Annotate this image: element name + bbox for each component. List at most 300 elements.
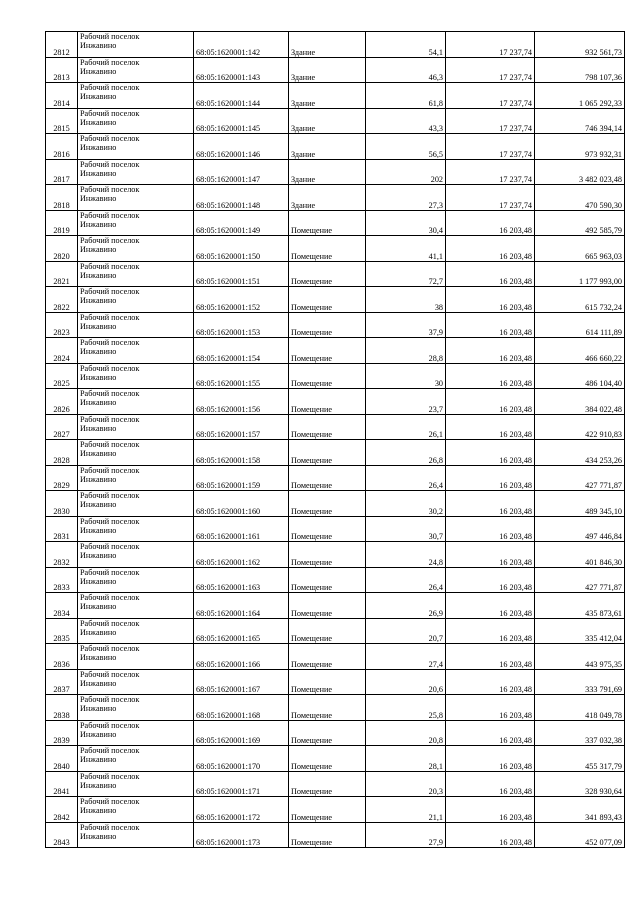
row-number-cell: 2817 — [46, 159, 78, 185]
row-number-cell: 2837 — [46, 669, 78, 695]
area-cell: 24,8 — [366, 542, 446, 568]
cadastral-number-cell: 68:05:1620001:162 — [194, 542, 289, 568]
row-number-cell: 2820 — [46, 236, 78, 262]
address-locality-type: Рабочий поселок — [80, 440, 140, 449]
address-locality-name: Инжавино — [80, 194, 117, 203]
row-number-cell: 2842 — [46, 797, 78, 823]
object-type-cell: Здание — [289, 159, 366, 185]
address-cell — [78, 57, 194, 83]
address-locality-type: Рабочий поселок — [80, 746, 140, 755]
object-type-cell: Здание — [289, 185, 366, 211]
row-number-cell: 2830 — [46, 491, 78, 517]
cadastral-number-cell: 68:05:1620001:168 — [194, 695, 289, 721]
area-cell: 30,7 — [366, 516, 446, 542]
row-number-cell: 2814 — [46, 83, 78, 109]
address-locality-type: Рабочий поселок — [80, 644, 140, 653]
address-locality-type: Рабочий поселок — [80, 797, 140, 806]
address-cell — [78, 159, 194, 185]
specific-value-cell: 16 203,48 — [446, 465, 535, 491]
address-cell — [78, 414, 194, 440]
address-locality-type: Рабочий поселок — [80, 236, 140, 245]
address-locality-type: Рабочий поселок — [80, 491, 140, 500]
address-cell — [78, 134, 194, 160]
address-cell — [78, 338, 194, 364]
cadastral-value-cell: 3 482 023,48 — [535, 159, 625, 185]
object-type-cell: Помещение — [289, 771, 366, 797]
table-row — [46, 695, 625, 721]
row-number-cell: 2825 — [46, 363, 78, 389]
address-cell — [78, 32, 194, 58]
address-locality-type: Рабочий поселок — [80, 338, 140, 347]
cadastral-number-cell: 68:05:1620001:151 — [194, 261, 289, 287]
specific-value-cell: 17 237,74 — [446, 134, 535, 160]
cadastral-value-cell: 746 394,14 — [535, 108, 625, 134]
table-row — [46, 159, 625, 185]
table-row — [46, 720, 625, 746]
table-row — [46, 465, 625, 491]
address-locality-name: Инжавино — [80, 423, 117, 433]
object-type-cell: Помещение — [289, 593, 366, 619]
object-type-cell: Помещение — [289, 414, 366, 440]
specific-value-cell: 16 203,48 — [446, 720, 535, 746]
address-cell — [78, 185, 194, 211]
address-locality-name: Инжавино — [80, 270, 117, 280]
address-cell — [78, 389, 194, 415]
area-cell: 20,7 — [366, 618, 446, 644]
object-type-cell: Помещение — [289, 261, 366, 287]
object-type-cell: Помещение — [289, 389, 366, 415]
cadastral-number-cell: 68:05:1620001:158 — [194, 440, 289, 466]
cadastral-value-cell: 333 791,69 — [535, 669, 625, 695]
specific-value-cell: 17 237,74 — [446, 159, 535, 185]
specific-value-cell: 16 203,48 — [446, 593, 535, 619]
row-number-cell: 2831 — [46, 516, 78, 542]
address-cell — [78, 618, 194, 644]
area-cell: 30,2 — [366, 491, 446, 517]
address-locality-type: Рабочий поселок — [80, 108, 140, 118]
object-type-cell: Здание — [289, 134, 366, 160]
specific-value-cell: 16 203,48 — [446, 797, 535, 823]
cadastral-value-cell: 1 177 993,00 — [535, 261, 625, 287]
cadastral-number-cell: 68:05:1620001:152 — [194, 287, 289, 313]
row-number-cell: 2819 — [46, 210, 78, 236]
cadastral-value-cell: 341 893,43 — [535, 797, 625, 823]
address-cell — [78, 312, 194, 338]
address-locality-name: Инжавино — [80, 168, 117, 178]
address-locality-name: Инжавино — [80, 602, 117, 611]
specific-value-cell: 16 203,48 — [446, 491, 535, 517]
table-row — [46, 746, 625, 772]
address-locality-type: Рабочий поселок — [80, 822, 140, 832]
row-number-cell: 2816 — [46, 134, 78, 160]
row-number-cell: 2835 — [46, 618, 78, 644]
row-number-cell: 2832 — [46, 542, 78, 568]
address-cell — [78, 261, 194, 287]
table-row — [46, 210, 625, 236]
address-locality-type: Рабочий поселок — [80, 593, 140, 602]
area-cell: 30,4 — [366, 210, 446, 236]
specific-value-cell: 16 203,48 — [446, 644, 535, 670]
specific-value-cell: 16 203,48 — [446, 618, 535, 644]
address-locality-name: Инжавино — [80, 372, 117, 382]
specific-value-cell: 16 203,48 — [446, 440, 535, 466]
cadastral-value-cell: 932 561,73 — [535, 32, 625, 58]
cadastral-value-cell: 435 873,61 — [535, 593, 625, 619]
address-locality-type: Рабочий поселок — [80, 363, 140, 373]
address-locality-name: Инжавино — [80, 219, 117, 229]
cadastral-number-cell: 68:05:1620001:169 — [194, 720, 289, 746]
cadastral-number-cell: 68:05:1620001:148 — [194, 185, 289, 211]
object-type-cell: Помещение — [289, 312, 366, 338]
cadastral-value-cell: 401 846,30 — [535, 542, 625, 568]
cadastral-number-cell: 68:05:1620001:166 — [194, 644, 289, 670]
area-cell: 26,4 — [366, 465, 446, 491]
table-row — [46, 797, 625, 823]
object-type-cell: Помещение — [289, 797, 366, 823]
row-number-cell: 2828 — [46, 440, 78, 466]
address-locality-name: Инжавино — [80, 653, 117, 662]
row-number-cell: 2818 — [46, 185, 78, 211]
area-cell: 202 — [366, 159, 446, 185]
cadastral-value-cell: 384 022,48 — [535, 389, 625, 415]
address-cell — [78, 491, 194, 517]
cadastral-number-cell: 68:05:1620001:155 — [194, 363, 289, 389]
address-locality-name: Инжавино — [80, 729, 117, 739]
address-locality-type: Рабочий поселок — [80, 618, 140, 628]
cadastral-number-cell: 68:05:1620001:150 — [194, 236, 289, 262]
cadastral-value-cell: 665 963,03 — [535, 236, 625, 262]
cadastral-number-cell: 68:05:1620001:167 — [194, 669, 289, 695]
address-locality-name: Инжавино — [80, 755, 117, 764]
cadastral-number-cell: 68:05:1620001:142 — [194, 32, 289, 58]
object-type-cell: Помещение — [289, 567, 366, 593]
row-number-cell: 2834 — [46, 593, 78, 619]
table-row — [46, 516, 625, 542]
cadastral-number-cell: 68:05:1620001:164 — [194, 593, 289, 619]
specific-value-cell: 17 237,74 — [446, 32, 535, 58]
area-cell: 26,4 — [366, 567, 446, 593]
cadastral-number-cell: 68:05:1620001:163 — [194, 567, 289, 593]
object-type-cell: Помещение — [289, 465, 366, 491]
cadastral-value-cell: 328 930,64 — [535, 771, 625, 797]
object-type-cell: Помещение — [289, 516, 366, 542]
area-cell: 61,8 — [366, 83, 446, 109]
table-row — [46, 236, 625, 262]
object-type-cell: Помещение — [289, 338, 366, 364]
address-locality-name: Инжавино — [80, 474, 117, 484]
specific-value-cell: 16 203,48 — [446, 567, 535, 593]
specific-value-cell: 16 203,48 — [446, 287, 535, 313]
cadastral-value-cell: 497 446,84 — [535, 516, 625, 542]
area-cell: 26,1 — [366, 414, 446, 440]
table-row — [46, 185, 625, 211]
address-locality-name: Инжавино — [80, 500, 117, 509]
cadastral-value-cell: 422 910,83 — [535, 414, 625, 440]
specific-value-cell: 16 203,48 — [446, 746, 535, 772]
address-locality-type: Рабочий поселок — [80, 414, 140, 424]
address-locality-type: Рабочий поселок — [80, 134, 140, 143]
address-locality-name: Инжавино — [80, 143, 117, 152]
area-cell: 56,5 — [366, 134, 446, 160]
address-locality-type: Рабочий поселок — [80, 210, 140, 220]
cadastral-number-cell: 68:05:1620001:165 — [194, 618, 289, 644]
table-row — [46, 338, 625, 364]
object-type-cell: Помещение — [289, 287, 366, 313]
row-number-cell: 2839 — [46, 720, 78, 746]
address-cell — [78, 797, 194, 823]
row-number-cell: 2833 — [46, 567, 78, 593]
address-locality-type: Рабочий поселок — [80, 159, 140, 169]
address-cell — [78, 567, 194, 593]
specific-value-cell: 17 237,74 — [446, 83, 535, 109]
row-number-cell: 2840 — [46, 746, 78, 772]
cadastral-value-cell: 427 771,87 — [535, 465, 625, 491]
area-cell: 23,7 — [366, 389, 446, 415]
cadastral-number-cell: 68:05:1620001:172 — [194, 797, 289, 823]
address-cell — [78, 440, 194, 466]
row-number-cell: 2841 — [46, 771, 78, 797]
table-row — [46, 312, 625, 338]
address-cell — [78, 669, 194, 695]
table-row — [46, 414, 625, 440]
area-cell: 30 — [366, 363, 446, 389]
address-locality-type: Рабочий поселок — [80, 261, 140, 271]
specific-value-cell: 16 203,48 — [446, 210, 535, 236]
address-cell — [78, 593, 194, 619]
address-locality-name: Инжавино — [80, 678, 117, 688]
area-cell: 20,3 — [366, 771, 446, 797]
address-cell — [78, 465, 194, 491]
address-cell — [78, 771, 194, 797]
address-locality-type: Рабочий поселок — [80, 465, 140, 475]
specific-value-cell: 16 203,48 — [446, 312, 535, 338]
table-row — [46, 669, 625, 695]
address-cell — [78, 695, 194, 721]
object-type-cell: Помещение — [289, 644, 366, 670]
address-locality-type: Рабочий поселок — [80, 312, 140, 322]
specific-value-cell: 16 203,48 — [446, 771, 535, 797]
specific-value-cell: 16 203,48 — [446, 261, 535, 287]
cadastral-value-cell: 418 049,78 — [535, 695, 625, 721]
area-cell: 54,1 — [366, 32, 446, 58]
table-row — [46, 542, 625, 568]
specific-value-cell: 16 203,48 — [446, 363, 535, 389]
address-cell — [78, 720, 194, 746]
specific-value-cell: 17 237,74 — [446, 185, 535, 211]
address-cell — [78, 746, 194, 772]
object-type-cell: Помещение — [289, 236, 366, 262]
address-locality-type: Рабочий поселок — [80, 567, 140, 577]
cadastral-value-cell: 452 077,09 — [535, 822, 625, 848]
address-locality-name: Инжавино — [80, 806, 117, 815]
address-locality-type: Рабочий поселок — [80, 32, 140, 41]
address-locality-type: Рабочий поселок — [80, 389, 140, 398]
address-cell — [78, 542, 194, 568]
specific-value-cell: 16 203,48 — [446, 695, 535, 721]
row-number-cell: 2815 — [46, 108, 78, 134]
address-locality-name: Инжавино — [80, 449, 117, 458]
row-number-cell: 2813 — [46, 57, 78, 83]
table-body — [46, 32, 625, 848]
address-cell — [78, 108, 194, 134]
address-cell — [78, 210, 194, 236]
cadastral-value-cell: 489 345,10 — [535, 491, 625, 517]
address-locality-name: Инжавино — [80, 627, 117, 637]
cadastral-value-table — [45, 31, 625, 848]
area-cell: 28,1 — [366, 746, 446, 772]
specific-value-cell: 16 203,48 — [446, 542, 535, 568]
object-type-cell: Помещение — [289, 618, 366, 644]
specific-value-cell: 16 203,48 — [446, 516, 535, 542]
table-row — [46, 389, 625, 415]
area-cell: 41,1 — [366, 236, 446, 262]
cadastral-number-cell: 68:05:1620001:149 — [194, 210, 289, 236]
cadastral-value-cell: 427 771,87 — [535, 567, 625, 593]
address-locality-type: Рабочий поселок — [80, 771, 140, 781]
address-locality-name: Инжавино — [80, 576, 117, 586]
address-locality-type: Рабочий поселок — [80, 287, 140, 296]
area-cell: 26,9 — [366, 593, 446, 619]
specific-value-cell: 16 203,48 — [446, 338, 535, 364]
object-type-cell: Здание — [289, 32, 366, 58]
address-locality-type: Рабочий поселок — [80, 720, 140, 730]
table-row — [46, 491, 625, 517]
cadastral-number-cell: 68:05:1620001:159 — [194, 465, 289, 491]
cadastral-number-cell: 68:05:1620001:146 — [194, 134, 289, 160]
area-cell: 20,6 — [366, 669, 446, 695]
cadastral-number-cell: 68:05:1620001:156 — [194, 389, 289, 415]
area-cell: 28,8 — [366, 338, 446, 364]
cadastral-value-cell: 470 590,30 — [535, 185, 625, 211]
address-cell — [78, 287, 194, 313]
cadastral-number-cell: 68:05:1620001:160 — [194, 491, 289, 517]
cadastral-value-cell: 466 660,22 — [535, 338, 625, 364]
row-number-cell: 2836 — [46, 644, 78, 670]
specific-value-cell: 16 203,48 — [446, 389, 535, 415]
table-row — [46, 567, 625, 593]
address-locality-type: Рабочий поселок — [80, 669, 140, 679]
table-row — [46, 108, 625, 134]
address-locality-name: Инжавино — [80, 704, 117, 713]
table-row — [46, 618, 625, 644]
row-number-cell: 2826 — [46, 389, 78, 415]
row-number-cell: 2843 — [46, 822, 78, 848]
address-locality-type: Рабочий поселок — [80, 83, 140, 92]
address-cell — [78, 516, 194, 542]
area-cell: 43,3 — [366, 108, 446, 134]
specific-value-cell: 17 237,74 — [446, 108, 535, 134]
cadastral-value-cell: 973 932,31 — [535, 134, 625, 160]
address-locality-name: Инжавино — [80, 831, 117, 841]
cadastral-value-cell: 443 975,35 — [535, 644, 625, 670]
object-type-cell: Помещение — [289, 695, 366, 721]
cadastral-number-cell: 68:05:1620001:147 — [194, 159, 289, 185]
cadastral-value-cell: 434 253,26 — [535, 440, 625, 466]
address-locality-name: Инжавино — [80, 347, 117, 356]
table-row — [46, 287, 625, 313]
cadastral-number-cell: 68:05:1620001:173 — [194, 822, 289, 848]
cadastral-value-cell: 615 732,24 — [535, 287, 625, 313]
cadastral-number-cell: 68:05:1620001:171 — [194, 771, 289, 797]
cadastral-value-cell: 1 065 292,33 — [535, 83, 625, 109]
object-type-cell: Помещение — [289, 491, 366, 517]
address-locality-name: Инжавино — [80, 780, 117, 790]
object-type-cell: Помещение — [289, 440, 366, 466]
object-type-cell: Помещение — [289, 822, 366, 848]
table-row — [46, 822, 625, 848]
table-row — [46, 134, 625, 160]
row-number-cell: 2822 — [46, 287, 78, 313]
object-type-cell: Помещение — [289, 669, 366, 695]
address-locality-name: Инжавино — [80, 245, 117, 254]
area-cell: 38 — [366, 287, 446, 313]
cadastral-value-cell: 337 032,38 — [535, 720, 625, 746]
table-row — [46, 771, 625, 797]
table-row — [46, 363, 625, 389]
cadastral-number-cell: 68:05:1620001:157 — [194, 414, 289, 440]
address-locality-name: Инжавино — [80, 66, 117, 76]
address-locality-type: Рабочий поселок — [80, 695, 140, 704]
area-cell: 26,8 — [366, 440, 446, 466]
object-type-cell: Здание — [289, 57, 366, 83]
cadastral-value-cell: 614 111,89 — [535, 312, 625, 338]
address-locality-name: Инжавино — [80, 92, 117, 101]
address-cell — [78, 236, 194, 262]
area-cell: 37,9 — [366, 312, 446, 338]
specific-value-cell: 16 203,48 — [446, 414, 535, 440]
row-number-cell: 2812 — [46, 32, 78, 58]
address-cell — [78, 363, 194, 389]
object-type-cell: Помещение — [289, 363, 366, 389]
specific-value-cell: 16 203,48 — [446, 669, 535, 695]
address-locality-name: Инжавино — [80, 398, 117, 407]
cadastral-value-cell: 798 107,36 — [535, 57, 625, 83]
cadastral-number-cell: 68:05:1620001:170 — [194, 746, 289, 772]
address-locality-name: Инжавино — [80, 525, 117, 535]
table-row — [46, 32, 625, 58]
table-row — [46, 57, 625, 83]
address-locality-name: Инжавино — [80, 117, 117, 127]
address-locality-type: Рабочий поселок — [80, 542, 140, 551]
cadastral-number-cell: 68:05:1620001:145 — [194, 108, 289, 134]
table-row — [46, 261, 625, 287]
area-cell: 27,3 — [366, 185, 446, 211]
area-cell: 21,1 — [366, 797, 446, 823]
row-number-cell: 2823 — [46, 312, 78, 338]
object-type-cell: Помещение — [289, 720, 366, 746]
cadastral-number-cell: 68:05:1620001:161 — [194, 516, 289, 542]
address-locality-type: Рабочий поселок — [80, 185, 140, 194]
cadastral-value-cell: 492 585,79 — [535, 210, 625, 236]
table-row — [46, 83, 625, 109]
area-cell: 27,4 — [366, 644, 446, 670]
row-number-cell: 2821 — [46, 261, 78, 287]
specific-value-cell: 16 203,48 — [446, 236, 535, 262]
address-locality-type: Рабочий поселок — [80, 516, 140, 526]
table-row — [46, 593, 625, 619]
area-cell: 46,3 — [366, 57, 446, 83]
area-cell: 25,8 — [366, 695, 446, 721]
specific-value-cell: 16 203,48 — [446, 822, 535, 848]
object-type-cell: Помещение — [289, 746, 366, 772]
address-locality-type: Рабочий поселок — [80, 57, 140, 67]
row-number-cell: 2824 — [46, 338, 78, 364]
cadastral-number-cell: 68:05:1620001:143 — [194, 57, 289, 83]
address-locality-name: Инжавино — [80, 41, 117, 50]
specific-value-cell: 17 237,74 — [446, 57, 535, 83]
row-number-cell: 2829 — [46, 465, 78, 491]
object-type-cell: Помещение — [289, 542, 366, 568]
